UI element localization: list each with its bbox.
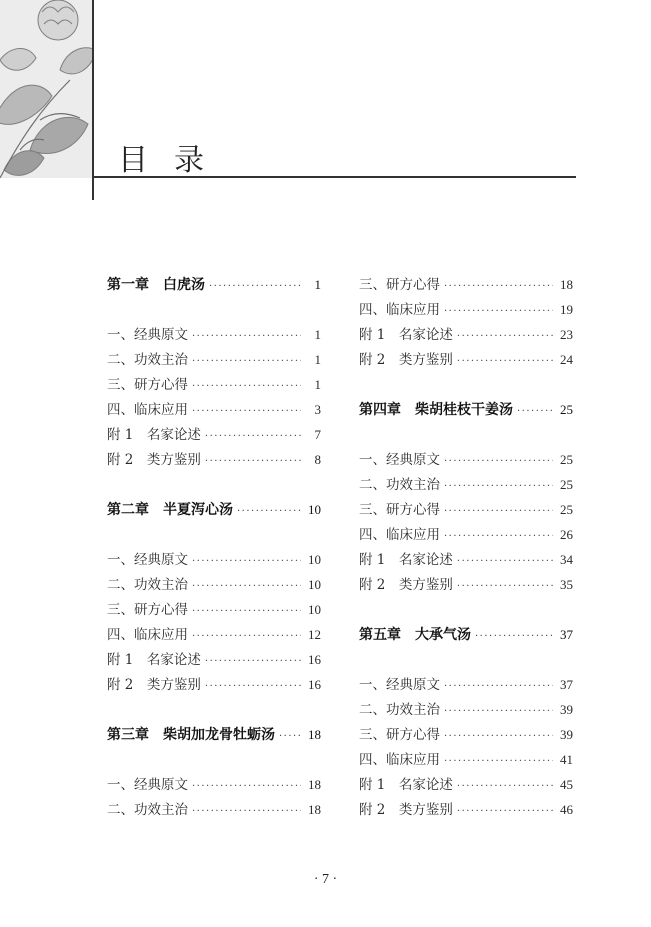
toc-entry-page: 18 [308,777,321,792]
toc-section-entry[interactable] [107,797,321,822]
toc-entry-page: 37 [560,677,573,692]
toc-section-entry[interactable] [359,347,573,372]
dot-leader [457,574,553,599]
toc-entry-label: 三、研方心得 [107,377,188,393]
toc-entry-label: 附 2 类方鉴别 [359,577,453,593]
toc-entry-page: 23 [560,327,573,342]
toc-entry-page: 10 [308,577,321,592]
toc-entry-label: 一、经典原文 [107,777,188,793]
dot-leader [457,774,553,799]
toc-entry-page: 34 [560,552,573,567]
dot-leader [444,299,553,324]
toc-entry-label: 一、经典原文 [359,452,440,468]
toc-section-entry[interactable] [107,447,321,472]
dot-leader [209,274,301,299]
toc-entry-page: 46 [560,802,573,817]
toc-entry-page: 18 [308,802,321,817]
toc-entry-page: 3 [314,402,321,417]
page-number: · 7 · [313,872,338,887]
toc-section-entry[interactable] [359,497,573,522]
toc-section-entry[interactable] [107,347,321,372]
toc-entry-label: 三、研方心得 [359,502,440,518]
dot-leader [444,474,553,499]
toc-section-entry[interactable] [107,572,321,597]
toc-entry-page: 10 [308,602,321,617]
dot-leader [475,624,553,649]
toc-entry-page: 39 [560,702,573,717]
toc-entry-label: 附 1 名家论述 [107,652,201,668]
toc-entry-page: 25 [560,452,573,467]
toc-chapter-entry[interactable] [107,722,321,747]
dot-leader [444,724,553,749]
toc-left-column [107,272,321,822]
toc-entry-page: 39 [560,727,573,742]
toc-entry-label: 附 1 名家论述 [359,327,453,343]
toc-section-entry[interactable] [359,297,573,322]
toc-entry-label: 三、研方心得 [107,602,188,618]
toc-section-entry[interactable] [359,697,573,722]
dot-leader [457,349,553,374]
toc-chapter-entry[interactable] [107,497,321,522]
toc-entry-label: 二、功效主治 [107,352,188,368]
dot-leader [192,624,301,649]
toc-entry-label: 附 1 名家论述 [359,552,453,568]
dot-leader [205,649,301,674]
toc-entry-label: 四、临床应用 [359,527,440,543]
dot-leader [457,799,553,824]
toc-section-entry[interactable] [359,272,573,297]
dot-leader [192,574,301,599]
toc-entry-page: 19 [560,302,573,317]
toc-entry-label: 二、功效主治 [107,802,188,818]
dot-leader [444,274,553,299]
toc-section-entry[interactable] [359,522,573,547]
toc-entry-page: 16 [308,677,321,692]
toc-entry-label: 第三章 柴胡加龙骨牡蛎汤 [107,727,275,743]
toc-entry-page: 1 [314,327,321,342]
toc-section-entry[interactable] [107,547,321,572]
leaf-flower-icon [0,0,92,178]
dot-leader [192,349,301,374]
toc-right-column [359,272,573,822]
dot-leader [237,499,301,524]
toc-entry-page: 1 [314,352,321,367]
dot-leader [444,699,553,724]
toc-entry-label: 四、临床应用 [107,627,188,643]
toc-entry-page: 35 [560,577,573,592]
toc-entry-label: 第五章 大承气汤 [359,627,471,643]
toc-entry-page: 25 [560,402,573,417]
toc-entry-label: 四、临床应用 [359,752,440,768]
dot-leader [192,399,301,424]
toc-entry-label: 第二章 半夏泻心汤 [107,502,233,518]
toc-section-entry[interactable] [107,622,321,647]
dot-leader [444,449,553,474]
toc-entry-page: 18 [308,727,321,742]
toc-entry-label: 三、研方心得 [359,277,440,293]
toc-entry-label: 四、临床应用 [107,402,188,418]
dot-leader [192,599,301,624]
toc-section-entry[interactable] [107,597,321,622]
toc-chapter-entry[interactable] [359,622,573,647]
page-title: 目录 [118,143,230,178]
dot-leader [457,549,553,574]
toc-entry-page: 10 [308,502,321,517]
toc-section-entry[interactable] [107,397,321,422]
toc-section-entry[interactable] [359,472,573,497]
toc-section-entry[interactable] [359,722,573,747]
dot-leader [192,374,301,399]
toc-entry-label: 附 1 名家论述 [107,427,201,443]
header-vertical-rule [92,0,94,200]
dot-leader [192,799,301,824]
toc-entry-page: 16 [308,652,321,667]
dot-leader [192,549,301,574]
dot-leader [192,774,301,799]
toc-entry-page: 7 [314,427,321,442]
toc-entry-label: 一、经典原文 [107,552,188,568]
dot-leader [517,399,553,424]
toc-entry-page: 12 [308,627,321,642]
toc-entry-page: 1 [314,277,321,292]
toc-entry-label: 附 2 类方鉴别 [107,677,201,693]
toc-entry-label: 附 2 类方鉴别 [107,452,201,468]
toc-entry-label: 二、功效主治 [359,702,440,718]
dot-leader [457,324,553,349]
toc-entry-page: 10 [308,552,321,567]
dot-leader [205,449,301,474]
toc-entry-page: 45 [560,777,573,792]
dot-leader [205,674,301,699]
toc-section-entry[interactable] [359,797,573,822]
toc-entry-label: 附 1 名家论述 [359,777,453,793]
dot-leader [279,724,301,749]
toc-entry-page: 18 [560,277,573,292]
toc-entry-page: 1 [314,377,321,392]
toc-entry-label: 二、功效主治 [359,477,440,493]
toc-entry-page: 8 [314,452,321,467]
toc-section-entry[interactable] [359,672,573,697]
toc-section-entry[interactable] [359,322,573,347]
toc-section-entry[interactable] [359,747,573,772]
toc-entry-page: 25 [560,502,573,517]
toc-section-entry[interactable] [107,647,321,672]
toc-entry-label: 三、研方心得 [359,727,440,743]
dot-leader [444,524,553,549]
toc-entry-label: 附 2 类方鉴别 [359,802,453,818]
toc-section-entry[interactable] [107,422,321,447]
toc-section-entry[interactable] [359,772,573,797]
dot-leader [192,324,301,349]
toc-entry-label: 一、经典原文 [359,677,440,693]
dot-leader [444,749,553,774]
toc-entry-page: 41 [560,752,573,767]
toc-section-entry[interactable] [359,547,573,572]
toc-section-entry[interactable] [359,572,573,597]
toc-section-entry[interactable] [359,447,573,472]
toc-chapter-entry[interactable] [107,272,321,297]
toc-section-entry[interactable] [107,772,321,797]
toc-section-entry[interactable] [107,372,321,397]
toc-section-entry[interactable] [107,322,321,347]
toc-chapter-entry[interactable] [359,397,573,422]
toc-entry-page: 25 [560,477,573,492]
toc-entry-label: 第一章 白虎汤 [107,277,205,293]
dot-leader [205,424,301,449]
toc-entry-page: 24 [560,352,573,367]
toc-entry-label: 四、临床应用 [359,302,440,318]
toc-section-entry[interactable] [107,672,321,697]
toc-entry-page: 37 [560,627,573,642]
dot-leader [444,499,553,524]
toc-entry-label: 一、经典原文 [107,327,188,343]
toc-entry-label: 二、功效主治 [107,577,188,593]
toc-entry-page: 26 [560,527,573,542]
toc-entry-label: 附 2 类方鉴别 [359,352,453,368]
toc-entry-label: 第四章 柴胡桂枝干姜汤 [359,402,513,418]
dot-leader [444,674,553,699]
floral-decoration-image [0,0,92,178]
